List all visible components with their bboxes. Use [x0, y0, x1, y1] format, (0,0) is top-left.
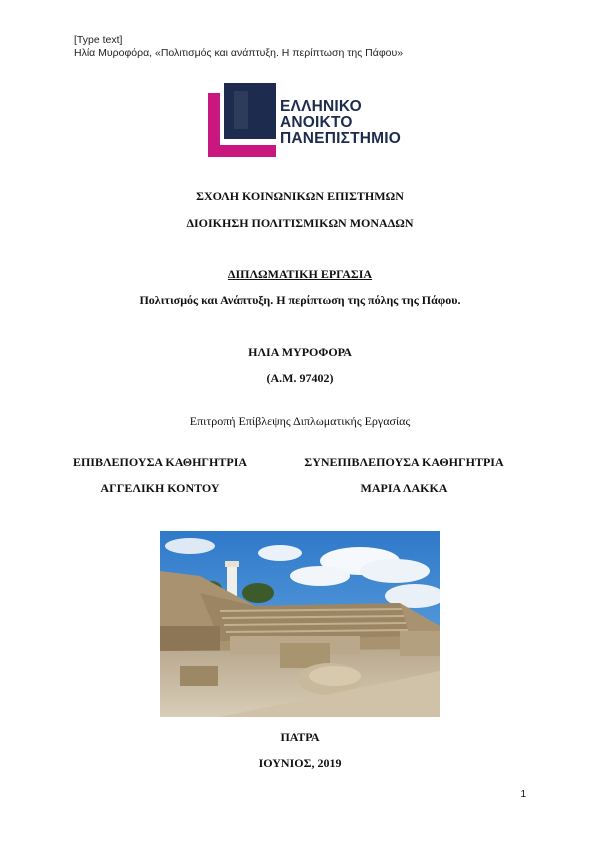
- odeon-photo: [160, 531, 440, 717]
- supervisor-name: ΑΓΓΕΛΙΚΗ ΚΟΝΤΟΥ: [100, 481, 220, 495]
- committee-label: Επιτροπή Επίβλεψης Διπλωματικής Εργασίας: [189, 414, 411, 428]
- university-logo-text: [280, 99, 401, 147]
- program-name: ΔΙΟΙΚΗΣΗ ΠΟΛΙΤΙΣΜΙΚΩΝ ΜΟΝΑΔΩΝ: [186, 216, 414, 230]
- header-running-title: Ηλία Μυροφόρα, «Πολιτισμός και ανάπτυξη. Η περίπτωση της Πάφου»: [74, 47, 404, 59]
- page-number: 1: [520, 789, 526, 800]
- date: ΙΟΥΝΙΟΣ, 2019: [258, 756, 342, 770]
- university-logo: [208, 83, 408, 159]
- city: ΠΑΤΡΑ: [280, 730, 320, 744]
- supervisor-role: ΕΠΙΒΛΕΠΟΥΣΑ ΚΑΘΗΓΗΤΡΙΑ: [72, 455, 248, 469]
- co-supervisor-name: ΜΑΡΙΑ ΛΑΚΚΑ: [360, 481, 448, 495]
- student-id: (Α.Μ. 97402): [266, 371, 334, 385]
- logo-text-line-3: ΠΑΝΕΠΙΣΤΗΜΙΟ: [280, 130, 402, 147]
- thesis-title: Πολιτισμός και Ανάπτυξη. Η περίπτωση της πόλης της Πάφου.: [139, 293, 461, 307]
- header-placeholder: [Type text]: [74, 34, 123, 46]
- university-logo-mark: [208, 83, 276, 157]
- document-type: ΔΙΠΛΩΜΑΤΙΚΗ ΕΡΓΑΣΙΑ: [227, 267, 373, 281]
- logo-text-line-1: ΕΛΛΗΝΙΚΟ: [280, 98, 362, 115]
- logo-text-line-2: ΑΝΟΙΚΤΟ: [280, 114, 353, 131]
- co-supervisor-role: ΣΥΝΕΠΙΒΛΕΠΟΥΣΑ ΚΑΘΗΓΗΤΡΙΑ: [304, 455, 504, 469]
- page-header: [74, 34, 403, 60]
- author-name: ΗΛΙΑ ΜΥΡΟΦΟΡΑ: [248, 345, 352, 359]
- school-name: ΣΧΟΛΗ ΚΟΙΝΩΝΙΚΩΝ ΕΠΙΣΤΗΜΩΝ: [196, 189, 404, 203]
